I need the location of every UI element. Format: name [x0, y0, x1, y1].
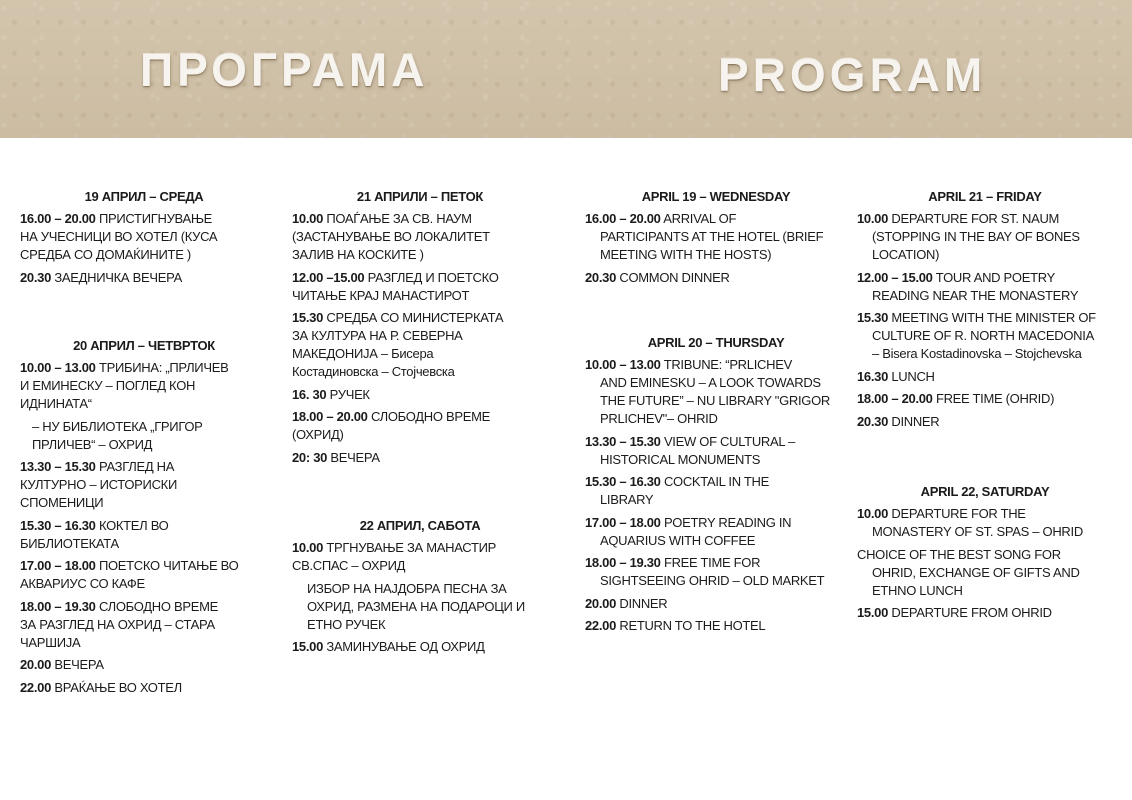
item-time: 15.30 – 16.30	[20, 517, 96, 533]
schedule-item	[857, 413, 1113, 431]
schedule-item	[292, 269, 548, 305]
item-time: 18.00 – 19.30	[20, 598, 96, 614]
item-time: 17.00 – 18.00	[585, 514, 661, 530]
schedule-item	[292, 449, 548, 467]
item-time: 20.30	[20, 269, 52, 285]
item-text: FREE TIME (OHRID)	[935, 391, 1055, 406]
item-text: ЗАЕДНИЧКА ВЕЧЕРА	[54, 269, 182, 285]
day-section	[857, 188, 1113, 435]
title-macedonian: ПРОГРАМА	[140, 44, 429, 96]
item-time: 15.00	[857, 605, 889, 620]
schedule-item	[857, 604, 1113, 622]
schedule-item	[20, 517, 268, 553]
schedule-item	[292, 210, 548, 264]
item-text: COCKTAIL IN THE LIBRARY	[600, 474, 769, 507]
schedule-item	[585, 269, 847, 287]
item-time: 20.30	[585, 269, 617, 285]
schedule-item	[585, 595, 847, 613]
item-time: 10.00	[857, 211, 889, 226]
item-text: РУЧЕК	[329, 386, 370, 402]
item-text: LUNCH	[891, 368, 935, 384]
column-mk-friday-saturday	[292, 0, 548, 800]
item-time: 22.00	[585, 618, 617, 633]
item-text: VIEW OF CULTURAL – HISTORICAL MONUMENTS	[600, 433, 796, 467]
item-time: 15.00	[292, 639, 324, 654]
day-heading: APRIL 19 – WEDNESDAY	[641, 189, 791, 204]
schedule-item-note	[857, 546, 1113, 600]
item-time: 10.00 – 13.00	[20, 360, 96, 375]
schedule-item	[20, 557, 268, 593]
schedule-item	[585, 514, 847, 550]
item-time: 20.30	[857, 413, 889, 429]
schedule-item	[20, 598, 268, 652]
item-time: 17.00 – 18.00	[20, 558, 96, 573]
item-time: 12.00 – 15.00	[857, 269, 933, 285]
schedule-item	[585, 210, 847, 264]
schedule-item	[292, 638, 548, 656]
column-en-wednesday-thursday	[585, 0, 847, 800]
item-text: ЗАМИНУВАЊЕ ОД ОХРИД	[326, 639, 485, 654]
item-text: – НУ БИБЛИОТЕКА „ГРИГОР ПРЛИЧЕВ“ – ОХРИД	[32, 418, 203, 452]
item-text: COMMON DINNER	[619, 269, 730, 285]
item-text: DINNER	[891, 413, 940, 429]
item-time: 13.30 – 15.30	[585, 433, 661, 449]
item-text: CHOICE OF THE BEST SONG FOR OHRID, EXCHANGE OF GIFTS AND ETHNO LUNCH	[857, 546, 1080, 598]
schedule-item	[20, 679, 268, 697]
schedule-item	[857, 368, 1113, 386]
item-time: 16. 30	[292, 386, 327, 402]
item-text: ТРИБИНА: „ПРЛИЧЕВ И ЕМИНЕСКУ – ПОГЛЕД КОН ИДНИНАТА“	[20, 360, 229, 411]
item-text: DINNER	[619, 595, 668, 611]
schedule-item	[585, 554, 847, 590]
schedule-item	[20, 656, 268, 674]
item-text: TRIBUNE: “PRLICHEV AND EMINESKU – A LOOK TOWARDS THE FUTURE” – NU LIBRARY "GRIGOR PRLICHEV"– OHRID	[600, 357, 831, 426]
item-text: ВЕЧЕРА	[330, 449, 380, 465]
item-text: FREE TIME FOR SIGHTSEEING OHRID – OLD MARKET	[600, 555, 825, 588]
day-heading: 19 АПРИЛ – СРЕДА	[84, 189, 204, 204]
schedule-item	[857, 390, 1113, 408]
title-english: PROGRAM	[718, 49, 987, 101]
item-text: ИЗБОР НА НАЈДОБРА ПЕСНА ЗА ОХРИД, РАЗМЕНА НА ПОДАРОЦИ И ЕТНО РУЧЕК	[307, 580, 525, 632]
item-text: ПРИСТИГНУВАЊЕ НА УЧЕСНИЦИ ВО ХОТЕЛ (КУСА СРЕДБА СО ДОМАЌИНИТЕ )	[20, 211, 218, 262]
item-time: 20.00	[585, 595, 617, 611]
schedule-item	[585, 473, 847, 509]
item-text: ТРГНУВАЊЕ ЗА МАНАСТИР СВ.СПАС – ОХРИД	[292, 540, 497, 573]
schedule-item	[857, 309, 1113, 363]
column-mk-wednesday-thursday	[20, 0, 268, 800]
item-time: 16.00 – 20.00	[585, 211, 661, 226]
schedule-item	[292, 386, 548, 404]
item-text: ARRIVAL OF PARTICIPANTS AT THE HOTEL (BRIEF MEETING WITH THE HOSTS)	[600, 211, 824, 262]
column-en-friday-saturday	[857, 0, 1113, 800]
schedule-item-note	[292, 580, 548, 634]
schedule-item	[292, 408, 548, 444]
schedule-item	[585, 356, 847, 428]
item-text: РАЗГЛЕД НА КУЛТУРНО – ИСТОРИСКИ СПОМЕНИЦИ	[20, 459, 177, 510]
day-section	[585, 334, 847, 640]
item-time: 10.00 – 13.00	[585, 357, 661, 372]
day-heading: 20 АПРИЛ – ЧЕТВРТОК	[73, 338, 215, 353]
item-time: 12.00 –15.00	[292, 269, 365, 285]
item-time: 22.00	[20, 679, 52, 695]
item-text: DEPARTURE FOR ST. NAUM (STOPPING IN THE BAY OF BONES LOCATION)	[872, 211, 1080, 262]
item-text: DEPARTURE FROM OHRID	[891, 605, 1052, 620]
item-time: 10.00	[292, 211, 324, 226]
item-time: 18.00 – 20.00	[857, 391, 933, 406]
schedule-item	[857, 269, 1113, 305]
item-text: ПОАЃАЊЕ ЗА СВ. НАУМ (ЗАСТАНУВАЊЕ ВО ЛОКАЛИТЕТ ЗАЛИВ НА КОСКИТЕ )	[292, 211, 490, 262]
item-text: СЛОБОДНО ВРЕМЕ (ОХРИД)	[292, 409, 490, 442]
schedule-item	[292, 309, 548, 381]
item-text: RETURN TO THE HOTEL	[619, 618, 766, 633]
day-section	[20, 337, 268, 701]
item-text: ВРАЌАЊЕ ВО ХОТЕЛ	[54, 679, 182, 695]
item-text: POETRY READING IN AQUARIUS WITH COFFEE	[600, 514, 792, 548]
item-time: 15.30	[857, 310, 889, 325]
day-heading: APRIL 22, SATURDAY	[920, 484, 1050, 499]
item-text: DEPARTURE FOR THE MONASTERY OF ST. SPAS – OHRID	[872, 506, 1083, 539]
day-heading: 22 АПРИЛ, САБОТА	[359, 518, 481, 533]
day-section	[20, 188, 268, 291]
item-text: ВЕЧЕРА	[54, 657, 104, 672]
item-text: MEETING WITH THE MINISTER OF CULTURE OF R. NORTH MACEDONIA – Bisera Kostadinovska – Stojchevska	[872, 310, 1096, 361]
item-time: 20: 30	[292, 449, 328, 465]
day-heading: 21 АПРИЛИ – ПЕТОК	[356, 189, 484, 204]
day-section	[292, 188, 548, 471]
item-time: 13.30 – 15.30	[20, 459, 96, 474]
item-text: КОКТЕЛ ВО БИБЛИОТЕКАТА	[20, 517, 169, 551]
schedule-item	[857, 210, 1113, 264]
item-text: РАЗГЛЕД И ПОЕТСКО ЧИТАЊЕ КРАЈ МАНАСТИРОТ	[292, 269, 499, 303]
item-time: 18.00 – 20.00	[292, 409, 368, 424]
schedule-item	[20, 210, 268, 264]
day-section	[292, 517, 548, 661]
schedule-item	[585, 617, 847, 635]
schedule-item	[857, 505, 1113, 541]
day-section	[857, 483, 1113, 627]
schedule-item	[20, 359, 268, 413]
item-time: 20.00	[20, 657, 52, 672]
item-text: TOUR AND POETRY READING NEAR THE MONASTERY	[872, 269, 1079, 303]
schedule-item	[585, 433, 847, 469]
item-time: 10.00	[857, 506, 889, 521]
schedule-item-note	[20, 418, 268, 454]
item-time: 18.00 – 19.30	[585, 555, 661, 570]
item-text: ПОЕТСКО ЧИТАЊЕ ВО АКВАРИУС СО КАФЕ	[20, 558, 239, 591]
day-heading: APRIL 21 – FRIDAY	[928, 189, 1042, 204]
item-time: 16.30	[857, 368, 889, 384]
schedule-item	[20, 269, 268, 287]
schedule-item	[292, 539, 548, 575]
day-section	[585, 188, 847, 291]
item-time: 10.00	[292, 540, 324, 555]
item-text: СРЕДБА СО МИНИСТЕРКАТА ЗА КУЛТУРА НА Р. СЕВЕРНА МАКЕДОНИЈА – Бисера Костадиновска – Стојчевска	[292, 310, 504, 379]
item-text: СЛОБОДНО ВРЕМЕ ЗА РАЗГЛЕД НА ОХРИД – СТАРА ЧАРШИЈА	[20, 598, 218, 650]
item-time: 15.30	[292, 310, 324, 325]
item-time: 15.30 – 16.30	[585, 474, 661, 489]
item-time: 16.00 – 20.00	[20, 211, 96, 226]
schedule-item	[20, 458, 268, 512]
day-heading: APRIL 20 – THURSDAY	[647, 335, 785, 350]
